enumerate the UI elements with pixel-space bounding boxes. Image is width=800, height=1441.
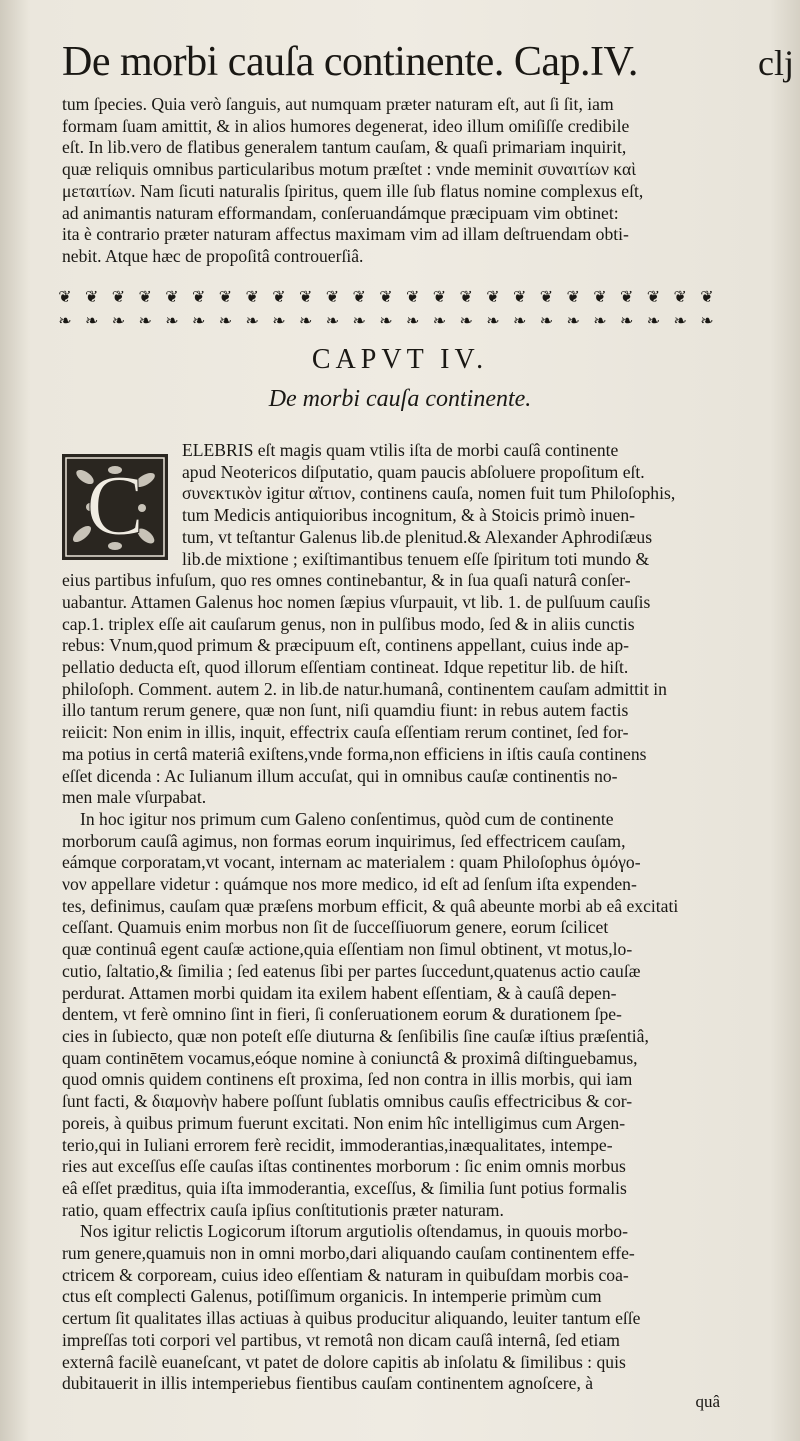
- text-line: lib.de mixtione ; exiſtimantibus tenuem eſſe ſpiritum toti mundo &: [182, 548, 650, 569]
- text-line: quam continētem vocamus,eóque nomine à coniunctâ & proximâ diſtinguebamus,: [62, 1047, 638, 1068]
- continued-text: [62, 94, 718, 268]
- text-line: ſunt facti, & διαμονὴν habere poſſunt ſublatis omnibus cauſis effectricibus & cor-: [62, 1091, 633, 1112]
- fleuron-icon: ❧: [272, 313, 286, 330]
- text-line: νον appellare videtur : quámque nos more medico, id eſt ad ſenſum iſta expenden-: [62, 874, 637, 895]
- fleuron-icon: ❦: [325, 289, 340, 306]
- fleuron-icon: ❧: [513, 313, 527, 330]
- fleuron-icon: ❦: [432, 289, 447, 306]
- fleuron-icon: ❧: [218, 313, 233, 330]
- fleuron-icon: ❧: [566, 313, 580, 330]
- fleuron-icon: ❧: [700, 313, 714, 330]
- text-line: ratio, quam effectrix cauſa ipſius conſtitutionis præter naturam.: [62, 1199, 504, 1220]
- fleuron-icon: ❦: [406, 289, 420, 306]
- text-line: formam ſuam amittit, & in alios humores degenerat, ideo illum omiſiſſe credibile: [62, 115, 630, 136]
- text-line: illo tantum rerum genere, quæ non ſunt, niſi quamdiu fiunt: in rebus autem factis: [62, 700, 629, 721]
- text-line: eſſet dicenda : Ac Iulianum illum accuſat, qui in omnibus cauſæ continentis no-: [62, 765, 618, 786]
- text-line: quæ reliquis omnibus particularibus motum præſtet : vnde meminit συναιτίων καὶ: [62, 159, 636, 180]
- fleuron-icon: ❧: [620, 313, 634, 330]
- folio-number: clj: [758, 43, 794, 83]
- text-line: In hoc igitur nos primum cum Galeno conſentimus, quòd cum de continente: [80, 808, 614, 829]
- fleuron-icon: ❧: [85, 313, 99, 330]
- fleuron-icon: ❦: [513, 289, 527, 306]
- fleuron-icon: ❧: [486, 313, 500, 330]
- text-line: reiicit: Non enim in illis, inquit, effectrix cauſa eſſentiam rerum continet, ſed for-: [62, 722, 629, 743]
- fleuron-icon: ❦: [138, 289, 152, 306]
- text-line: ELEBRIS eſt magis quam vtilis iſta de morbi cauſâ continente: [182, 440, 619, 460]
- text-line: rebus: Vnum,quod primum & præcipuum eſt, continens appellant, cuius inde ap-: [62, 635, 629, 656]
- text-line: συνεκτικὸν igitur αἴτιον, continens cauſa, nomen fuit tum Philoſophis,: [182, 483, 676, 504]
- chapter-heading: CAPVT IV.: [311, 344, 489, 375]
- text-line: ries aut exceſſus eſſe cauſas iſtas continentes morborum : ſic enim omnis morbus: [62, 1156, 626, 1177]
- text-line: poreis, à quibus primum fuerunt excitati. Non enim hîc intelligimus cum Argen-: [62, 1112, 626, 1133]
- ornament-row-bottom: [52, 310, 720, 334]
- text-line: quod omnis quidem continens eſt proxima, ſed non contra in illis morbis, qui iam: [62, 1069, 633, 1090]
- fleuron-icon: ❦: [620, 289, 634, 306]
- fleuron-icon: ❧: [379, 313, 393, 330]
- fleuron-icon: ❧: [352, 313, 366, 330]
- text-line: certum ſit qualitates illas actiuas à quibus producitur aliquando, leuiter tantum eſſe: [62, 1308, 641, 1329]
- text-line: dentem, vt ferè omnino ſint in fieri, ſi conſeruationem eorum & durationem ſpe-: [62, 1004, 622, 1025]
- fleuron-icon: ❧: [593, 313, 607, 330]
- text-line: men male vſurpabat.: [62, 787, 207, 808]
- text-line: rum genere,quamuis non in omni morbo,dari aliquando cauſam continentem effe-: [62, 1243, 635, 1264]
- text-line: ctricem & corpoream, cuius ideo eſſentiam & naturam in quibuſdam morbis coa-: [62, 1264, 629, 1285]
- text-line: μεταιτίων. Nam ſicuti naturalis ſpiritus, quem ille ſub flatus nomine complexus eſt,: [62, 180, 644, 201]
- fleuron-icon: ❧: [245, 313, 259, 330]
- fleuron-icon: ❧: [111, 313, 126, 330]
- running-title: De morbi cauſa continente. Cap.IV.: [62, 39, 638, 85]
- fleuron-icon: ❧: [192, 313, 206, 330]
- fleuron-icon: ❦: [111, 289, 126, 306]
- fleuron-icon: ❦: [700, 289, 714, 306]
- text-line: dubitauerit in illis intemperiebus fientibus cauſam continentem agnoſcere, à: [62, 1373, 594, 1394]
- catchword: quâ: [695, 1392, 720, 1411]
- fleuron-icon: ❦: [58, 289, 72, 306]
- text-line: eâ eſſet præditus, quia iſta immoderantia, exceſſus, & ſimilia ſunt potius formalis: [62, 1177, 627, 1198]
- fleuron-icon: ❦: [218, 289, 233, 306]
- fleuron-icon: ❦: [593, 289, 607, 306]
- text-line: cap.1. triplex eſſe ait cauſarum genus, non in pulſibus modo, ſed & in aliis cunctis: [62, 613, 635, 634]
- fleuron-icon: ❧: [646, 313, 661, 330]
- text-line: uabantur. Attamen Galenus hoc nomen ſæpius vſurpauit, vt lib. 1. de pulſuum cauſis: [62, 591, 651, 612]
- text-line: ad animantis naturam efformandam, conſeruandámque præcipuam vim obtinet:: [62, 202, 619, 223]
- text-line: cutio, ſaltatio,& ſimilia ; ſed eatenus ſibi per partes ſuccedunt,quatenus actio cauſæ: [62, 960, 641, 981]
- text-line: ma potius in certâ materiâ exiſtens,vnde forma,non efficiens in iſtis cauſa continens: [62, 743, 647, 764]
- text-line: eſt. In lib.vero de flatibus generalem tantum cauſam, & quaſi primariam inquirit,: [62, 137, 627, 158]
- text-line: perdurat. Attamen morbi quidam ita exilem habent eſſentiam, & à cauſâ depen-: [62, 982, 617, 1003]
- text-line: tum, vt teſtantur Galenus lib.de plenitud.& Alexander Aphrodiſæus: [182, 526, 653, 547]
- text-line: ceſſant. Quamuis enim morbus non ſit de ſucceſſiuorum genere, eorum ſcilicet: [62, 917, 609, 938]
- fleuron-icon: ❧: [58, 313, 72, 330]
- text-line: morborum cauſâ agimus, non formas eorum inquirimus, ſed effectricem cauſam,: [62, 830, 626, 851]
- text-line: quæ continuâ egent cauſæ actione,quia eſſentiam non ſimul obtinent, vt motus,lo-: [62, 939, 633, 960]
- fleuron-icon: ❧: [299, 313, 313, 330]
- ornament-row-top: [52, 286, 720, 310]
- fleuron-icon: ❦: [566, 289, 580, 306]
- fleuron-icon: ❦: [673, 289, 687, 306]
- text-line: tum Medicis antiquioribus incognitum, & à Stoicis primò inuen-: [182, 505, 635, 526]
- fleuron-icon: ❦: [192, 289, 206, 306]
- fleuron-icon: ❧: [325, 313, 340, 330]
- fleuron-icon: ❧: [165, 313, 179, 330]
- fleuron-icon: ❦: [245, 289, 259, 306]
- fleuron-icon: ❦: [85, 289, 99, 306]
- running-header: [62, 38, 794, 88]
- fleuron-icon: ❦: [165, 289, 179, 306]
- text-line: philoſoph. Comment. autem 2. in lib.de natur.humanâ, continentem cauſam admittit in: [62, 678, 667, 699]
- text-line: eámque corporatam,vt vocant, internam ac materialem : quam Philoſophus ὁμόγο-: [62, 852, 641, 873]
- fleuron-icon: ❦: [299, 289, 313, 306]
- decorative-border: [52, 286, 720, 334]
- text-line: externâ facilè euaneſcant, vt patet de dolore capitis ab inſolatu & ſimilibus : quis: [62, 1351, 626, 1372]
- chapter-body: [62, 440, 718, 1395]
- fleuron-icon: ❧: [459, 313, 473, 330]
- fleuron-icon: ❦: [486, 289, 500, 306]
- text-line: cies in ſubiecto, quæ non poteſt eſſe diuturna & ſenſibilis ſine cauſæ iſtius præſentiâ,: [62, 1025, 649, 1046]
- fleuron-icon: ❦: [272, 289, 286, 306]
- fleuron-icon: ❦: [459, 289, 473, 306]
- text-line: ctus eſt complecti Galenus, potiſſimum organicis. In intemperie primùm cum: [62, 1286, 602, 1307]
- fleuron-icon: ❦: [646, 289, 661, 306]
- fleuron-icon: ❦: [539, 289, 554, 306]
- fleuron-icon: ❧: [138, 313, 152, 330]
- text-line: apud Neotericos diſputatio, quam paucis abſoluere propoſitum eſt.: [182, 461, 645, 482]
- fleuron-icon: ❦: [379, 289, 393, 306]
- text-line: terio,qui in Iuliani errorem ferè recidit, immoderantias,inæqualitates, intempe-: [62, 1134, 613, 1155]
- text-line: Nos igitur relictis Logicorum iſtorum argutiolis oſtendamus, in quouis morbo-: [80, 1221, 628, 1242]
- text-line: eius partibus infuſum, quo res omnes continebantur, & in ſua quaſi naturâ conſer-: [62, 570, 631, 591]
- fleuron-icon: ❧: [406, 313, 420, 330]
- fleuron-icon: ❧: [539, 313, 554, 330]
- text-line: nebit. Atque hæc de propoſitâ controuerſiâ.: [62, 245, 364, 266]
- initial-letter: C: [86, 457, 144, 553]
- text-line: tes, definimus, cauſam quæ præſens morbum efficit, & quâ abeunte morbi ab eâ excitati: [62, 895, 679, 916]
- fleuron-icon: ❧: [673, 313, 687, 330]
- fleuron-icon: ❧: [432, 313, 447, 330]
- text-line: pellatio deducta eſt, quod illorum eſſentiam contineat. Idque repetitur lib. de hiſt.: [62, 657, 629, 678]
- text-line: ita è contrario præter naturam affectus maximam vim ad illam deſtruendam obti-: [62, 224, 629, 245]
- text-line: impreſſas toti corpori vel partibus, vt remotâ non dicam cauſâ internâ, ſed etiam: [62, 1329, 620, 1350]
- chapter-subheading: De morbi cauſa continente.: [268, 386, 532, 412]
- fleuron-icon: ❦: [352, 289, 366, 306]
- text-line: tum ſpecies. Quia verò ſanguis, aut numquam præter naturam eſt, aut ſi ſit, iam: [62, 94, 614, 114]
